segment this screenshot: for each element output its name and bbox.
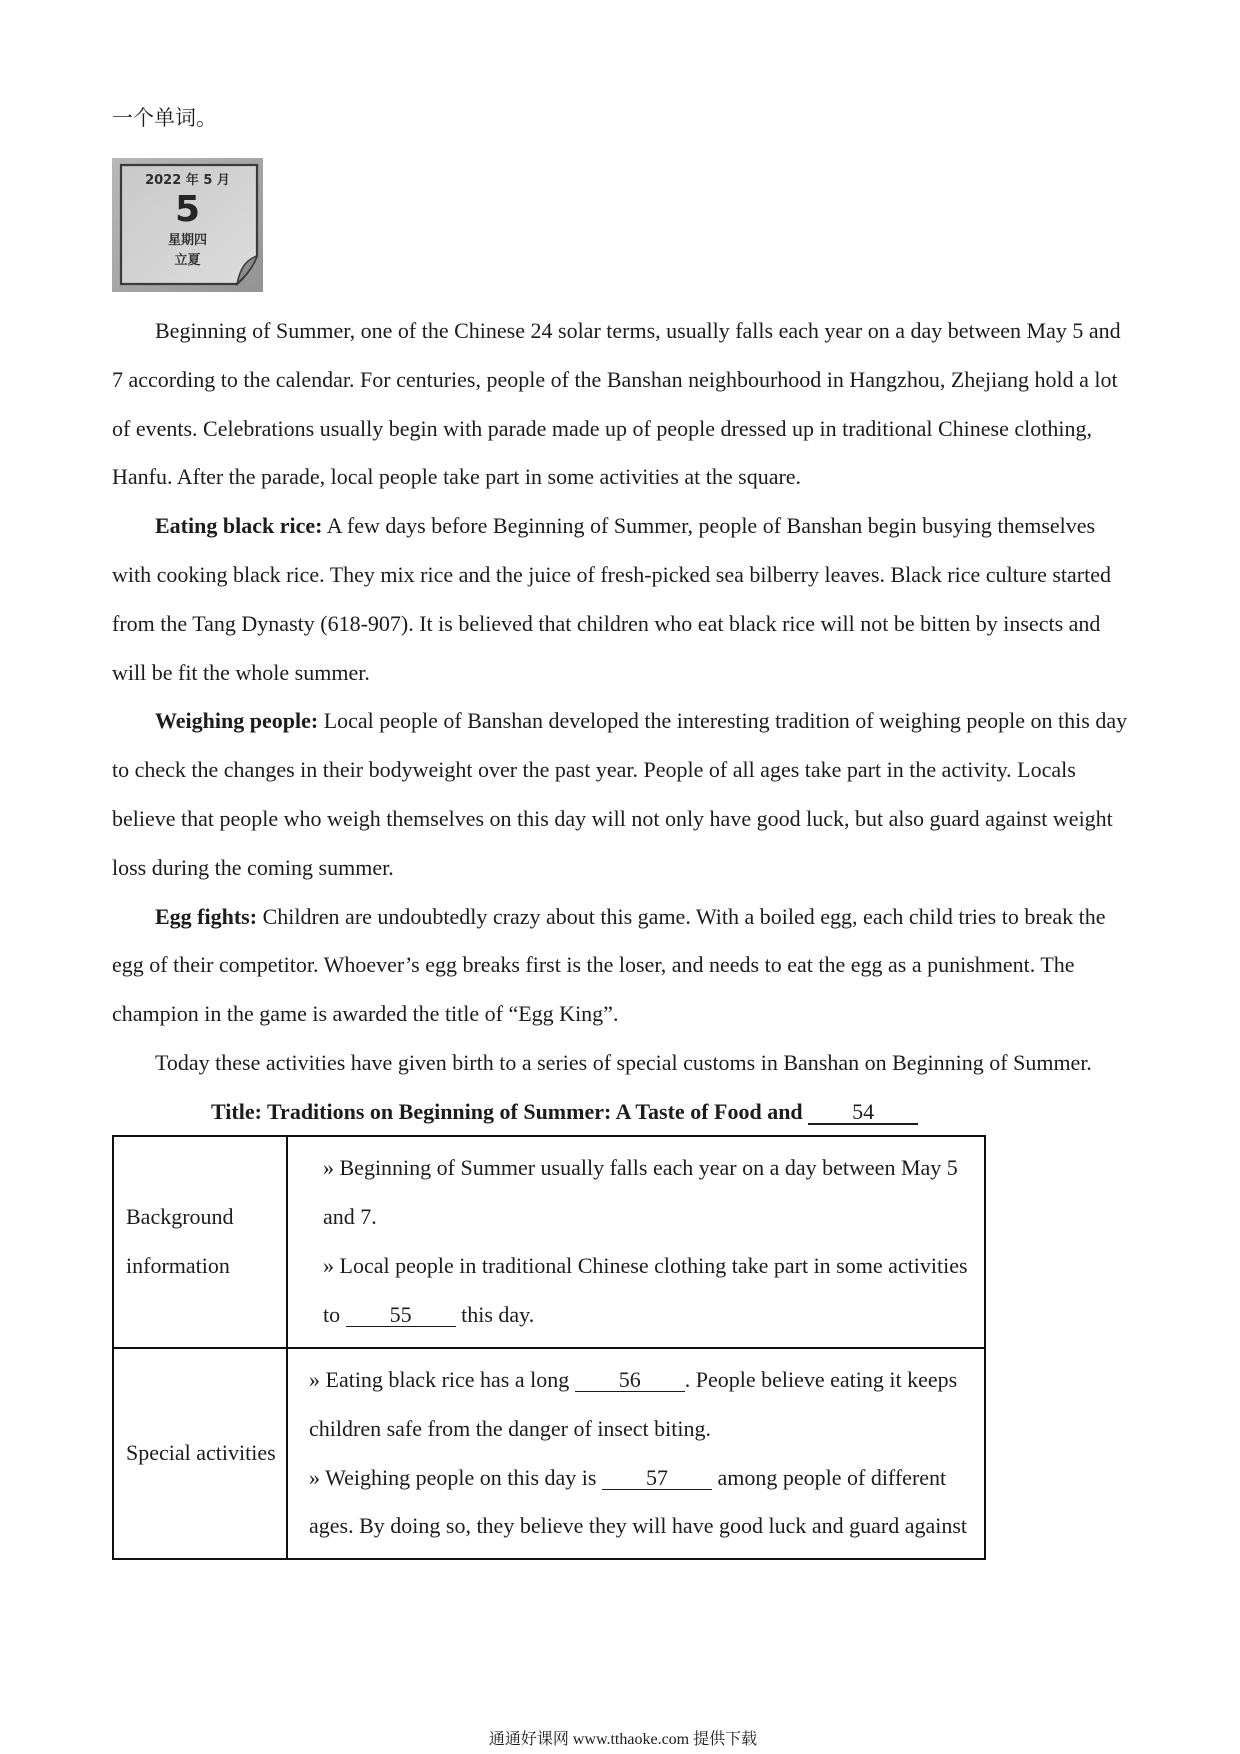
passage-line: Hanfu. After the parade, local people take part in some activities at the square. [112,464,802,490]
row-label: Special activities [126,1440,276,1466]
line-text: to [323,1301,341,1327]
calendar-solar-term: 立夏 [174,253,201,268]
table-content-cell [323,1137,982,1347]
line-text: this day. [461,1301,535,1327]
table-line [309,1454,982,1503]
closing-paragraph: Today these activities have given birth to a series of special customs in Banshan on Beginning of Summer. [155,1049,1092,1075]
answer-blank-57: 57 [602,1467,712,1490]
page-footer: 通通好课网 www.tthaoke.com 提供下载 [488,1731,758,1748]
line-text: » Weighing people on this day is [309,1464,597,1490]
line-text: . People believe eating it keeps [684,1366,958,1392]
passage-line: will be fit the whole summer. [112,659,370,685]
table-line: » Local people in traditional Chinese clothing take part in some activities [323,1253,968,1278]
line-text: Children are undoubtedly crazy about this game. With a boiled egg, each child tries to break the [262,903,1106,929]
table-line: ages. By doing so, they believe they will have good luck and guard against [309,1513,968,1539]
answer-blank-54: 54 [808,1101,918,1125]
answer-blank-55: 55 [346,1304,456,1327]
passage-line [112,893,1172,942]
section-heading: Weighing people: [155,708,319,734]
passage-line: with cooking black rice. They mix rice and the juice of fresh-picked sea bilberry leaves. Black rice culture started [112,561,1111,587]
instruction-fragment: 一个单词。 [112,106,217,130]
table-content-cell [309,1349,982,1558]
intro-paragraph [112,307,1172,502]
section-eating-black-rice [112,502,1172,697]
title-text: Title: Traditions on Beginning of Summer: A Taste of Food and [211,1098,803,1124]
line-text: Local people of Banshan developed the interesting tradition of weighing people on this day [323,708,1128,734]
line-text: A few days before Beginning of Summer, people of Banshan begin busying themselves [326,513,1096,539]
passage-line: egg of their competitor. Whoever’s egg breaks first is the loser, and needs to eat the egg as a punishment. The [112,952,1075,978]
reading-passage [112,307,1172,1088]
passage-line: to check the changes in their bodyweight over the past year. People of all ages take part in the activity. Locals [112,757,1076,783]
passage-line: from the Tang Dynasty (618-907). It is believed that children who eat black rice will not be bitten by insects and [112,610,1101,636]
section-weighing-people [112,697,1172,892]
table-line: and 7. [323,1204,377,1230]
calendar-image [112,158,263,292]
table-border-bottom [112,1558,986,1560]
passage-line [112,697,1172,746]
section-egg-fights [112,893,1172,1039]
section-heading: Eating black rice: [155,513,323,539]
table-line [323,1291,982,1340]
row-label: Background information [126,1204,234,1278]
calendar-weekday: 星期四 [167,233,207,248]
line-text: among people of different [717,1464,947,1490]
table-label-cell [126,1137,284,1347]
calendar-day: 5 [174,189,201,230]
line-text: » Eating black rice has a long [309,1366,570,1392]
passage-line: believe that people who weigh themselves on this day will not only have good luck, but also guard against weight [112,805,1113,831]
passage-line: Beginning of Summer, one of the Chinese 24 solar terms, usually falls each year on a day between May 5 and [155,318,1121,343]
section-heading: Egg fights: [155,903,258,929]
table-label-cell [126,1349,284,1558]
table-line: » Beginning of Summer usually falls each year on a day between May 5 [323,1155,958,1181]
passage-line: 7 according to the calendar. For centuries, people of the Banshan neighbourhood in Hangzhou, Zhejiang hold a lot [112,366,1118,392]
passage-line: of events. Celebrations usually begin with parade made up of people dressed up in traditional Chinese clothing, [112,415,1092,441]
passage-line [112,502,1172,551]
summary-title [211,1088,918,1137]
table-line: children safe from the danger of insect biting. [309,1415,711,1441]
passage-line: champion in the game is awarded the title of “Egg King”. [112,1001,619,1027]
passage-line: loss during the coming summer. [112,854,394,880]
table-line [309,1356,982,1405]
summary-table [112,1135,986,1560]
answer-blank-56: 56 [575,1369,685,1392]
calendar-year-month: 2022 年 5 月 [145,173,230,188]
